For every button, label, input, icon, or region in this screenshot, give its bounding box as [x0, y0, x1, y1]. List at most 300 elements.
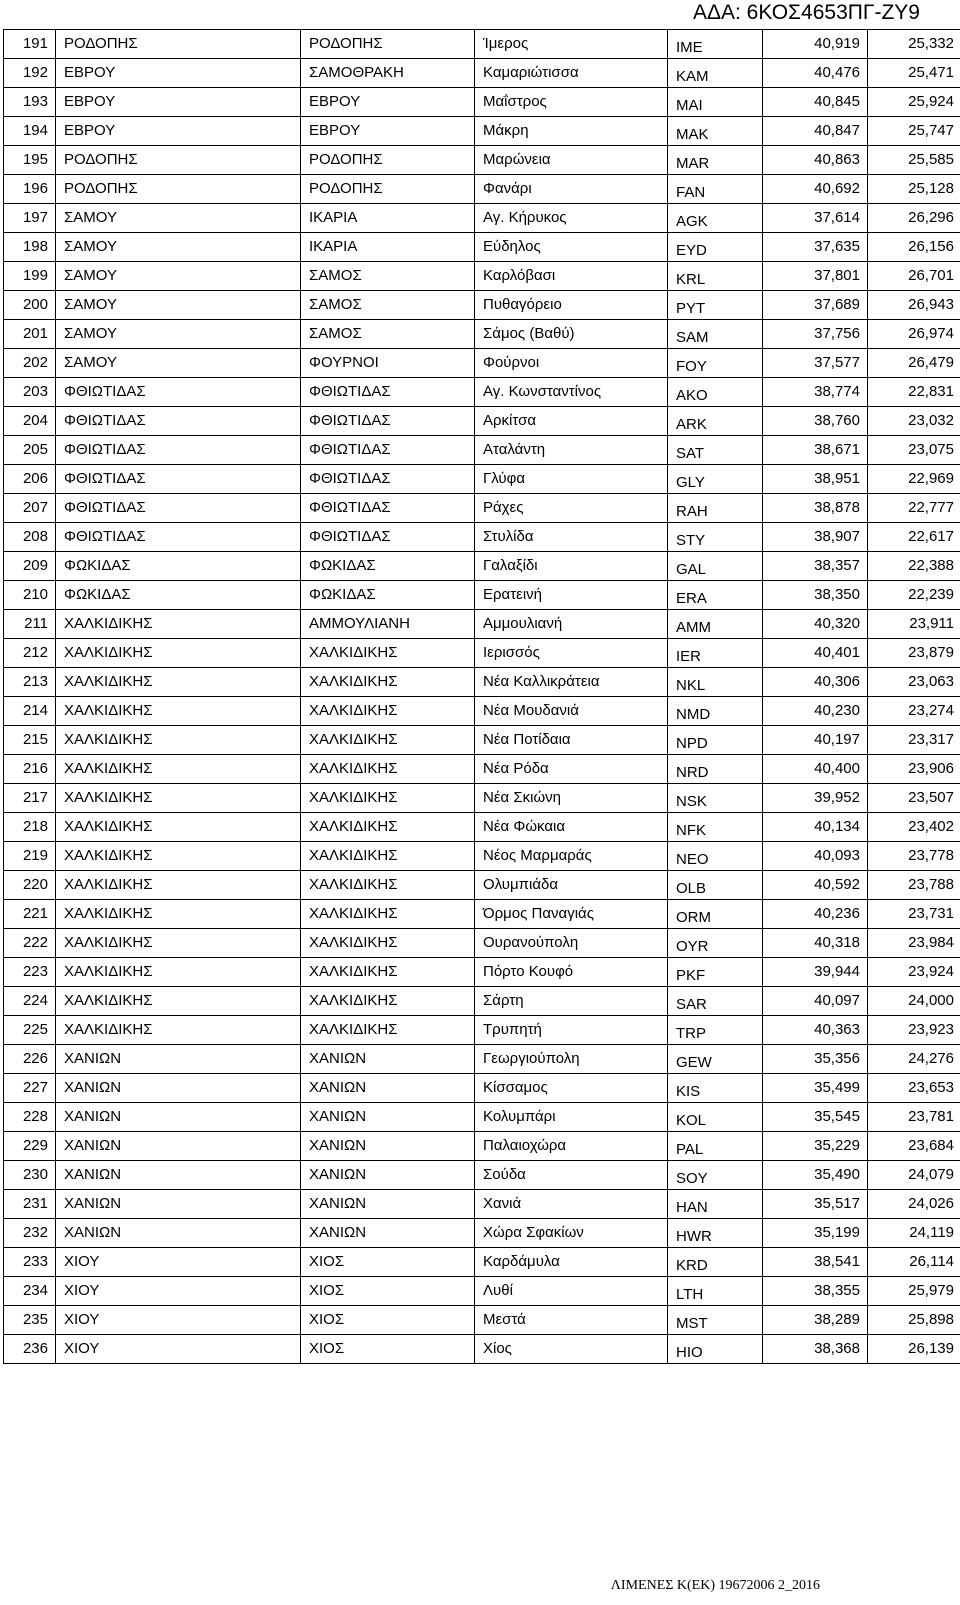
port-code-cell: HIO	[668, 1335, 763, 1364]
row-number-cell: 234	[4, 1277, 56, 1306]
latitude-cell: 39,952	[763, 784, 868, 813]
municipality-cell: ΡΟΔΟΠΗΣ	[301, 175, 475, 204]
municipality-cell: ΦΩΚΙΔΑΣ	[301, 552, 475, 581]
municipality-cell: ΧΑΛΚΙΔΙΚΗΣ	[301, 1016, 475, 1045]
prefecture-cell: ΦΘΙΩΤΙΔΑΣ	[56, 436, 301, 465]
longitude-cell: 25,332	[868, 30, 960, 59]
prefecture-cell: ΧΑΛΚΙΔΙΚΗΣ	[56, 610, 301, 639]
prefecture-cell: ΕΒΡΟΥ	[56, 117, 301, 146]
port-name-cell: Σάρτη	[475, 987, 668, 1016]
prefecture-cell: ΧΑΛΚΙΔΙΚΗΣ	[56, 784, 301, 813]
prefecture-cell: ΧΑΛΚΙΔΙΚΗΣ	[56, 668, 301, 697]
port-code-cell: SAR	[668, 987, 763, 1016]
latitude-cell: 40,320	[763, 610, 868, 639]
port-name-cell: Ιερισσός	[475, 639, 668, 668]
municipality-cell: ΕΒΡΟΥ	[301, 88, 475, 117]
row-number-cell: 229	[4, 1132, 56, 1161]
municipality-cell: ΕΒΡΟΥ	[301, 117, 475, 146]
municipality-cell: ΡΟΔΟΠΗΣ	[301, 30, 475, 59]
municipality-cell: ΣΑΜΟΘΡΑΚΗ	[301, 59, 475, 88]
table-row	[4, 900, 960, 929]
prefecture-cell: ΡΟΔΟΠΗΣ	[56, 146, 301, 175]
port-name-cell: Ράχες	[475, 494, 668, 523]
port-name-cell: Πυθαγόρειο	[475, 291, 668, 320]
port-code-cell: PKF	[668, 958, 763, 987]
longitude-cell: 25,747	[868, 117, 960, 146]
latitude-cell: 38,774	[763, 378, 868, 407]
row-number-cell: 203	[4, 378, 56, 407]
prefecture-cell: ΣΑΜΟΥ	[56, 233, 301, 262]
longitude-cell: 23,788	[868, 871, 960, 900]
longitude-cell: 25,471	[868, 59, 960, 88]
municipality-cell: ΑΜΜΟΥΛΙΑΝΗ	[301, 610, 475, 639]
table-row	[4, 1277, 960, 1306]
longitude-cell: 23,781	[868, 1103, 960, 1132]
prefecture-cell: ΣΑΜΟΥ	[56, 320, 301, 349]
longitude-cell: 23,402	[868, 813, 960, 842]
municipality-cell: ΦΘΙΩΤΙΔΑΣ	[301, 465, 475, 494]
port-name-cell: Μάκρη	[475, 117, 668, 146]
municipality-cell: ΧΑΛΚΙΔΙΚΗΣ	[301, 697, 475, 726]
port-name-cell: Αμμουλιανή	[475, 610, 668, 639]
longitude-cell: 26,479	[868, 349, 960, 378]
port-code-cell: SOY	[668, 1161, 763, 1190]
prefecture-cell: ΦΘΙΩΤΙΔΑΣ	[56, 494, 301, 523]
prefecture-cell: ΧΑΛΚΙΔΙΚΗΣ	[56, 871, 301, 900]
port-code-cell: PAL	[668, 1132, 763, 1161]
document-footer: ΛΙΜΕΝΕΣ Κ(ΕΚ) 19672006 2_2016	[610, 1578, 820, 1593]
prefecture-cell: ΧΑΛΚΙΔΙΚΗΣ	[56, 1016, 301, 1045]
latitude-cell: 40,401	[763, 639, 868, 668]
prefecture-cell: ΡΟΔΟΠΗΣ	[56, 175, 301, 204]
prefecture-cell: ΦΩΚΙΔΑΣ	[56, 581, 301, 610]
latitude-cell: 35,499	[763, 1074, 868, 1103]
row-number-cell: 222	[4, 929, 56, 958]
table-row	[4, 668, 960, 697]
longitude-cell: 23,032	[868, 407, 960, 436]
longitude-cell: 23,984	[868, 929, 960, 958]
row-number-cell: 204	[4, 407, 56, 436]
row-number-cell: 207	[4, 494, 56, 523]
port-name-cell: Όρμος Παναγιάς	[475, 900, 668, 929]
latitude-cell: 37,801	[763, 262, 868, 291]
port-name-cell: Καρδάμυλα	[475, 1248, 668, 1277]
port-code-cell: FOY	[668, 349, 763, 378]
port-name-cell: Νέα Ποτίδαια	[475, 726, 668, 755]
prefecture-cell: ΧΑΛΚΙΔΙΚΗΣ	[56, 726, 301, 755]
table-row	[4, 581, 960, 610]
municipality-cell: ΧΑΛΚΙΔΙΚΗΣ	[301, 784, 475, 813]
prefecture-cell: ΧΙΟΥ	[56, 1306, 301, 1335]
latitude-cell: 40,400	[763, 755, 868, 784]
row-number-cell: 215	[4, 726, 56, 755]
municipality-cell: ΧΑΛΚΙΔΙΚΗΣ	[301, 668, 475, 697]
latitude-cell: 38,671	[763, 436, 868, 465]
port-name-cell: Γεωργιούπολη	[475, 1045, 668, 1074]
port-code-cell: IME	[668, 30, 763, 59]
port-name-cell: Καρλόβασι	[475, 262, 668, 291]
table-row	[4, 784, 960, 813]
port-name-cell: Κολυμπάρι	[475, 1103, 668, 1132]
latitude-cell: 37,689	[763, 291, 868, 320]
table-row	[4, 871, 960, 900]
row-number-cell: 211	[4, 610, 56, 639]
row-number-cell: 227	[4, 1074, 56, 1103]
municipality-cell: ΦΘΙΩΤΙΔΑΣ	[301, 378, 475, 407]
port-name-cell: Αγ. Κήρυκος	[475, 204, 668, 233]
longitude-cell: 26,139	[868, 1335, 960, 1364]
port-code-cell: GEW	[668, 1045, 763, 1074]
prefecture-cell: ΧΙΟΥ	[56, 1277, 301, 1306]
prefecture-cell: ΦΘΙΩΤΙΔΑΣ	[56, 523, 301, 552]
prefecture-cell: ΧΑΛΚΙΔΙΚΗΣ	[56, 958, 301, 987]
table-row	[4, 378, 960, 407]
municipality-cell: ΧΑΝΙΩΝ	[301, 1045, 475, 1074]
port-name-cell: Αγ. Κωνσταντίνος	[475, 378, 668, 407]
latitude-cell: 40,097	[763, 987, 868, 1016]
ports-table-body	[4, 30, 960, 1364]
row-number-cell: 205	[4, 436, 56, 465]
row-number-cell: 228	[4, 1103, 56, 1132]
prefecture-cell: ΣΑΜΟΥ	[56, 262, 301, 291]
municipality-cell: ΦΘΙΩΤΙΔΑΣ	[301, 407, 475, 436]
latitude-cell: 40,592	[763, 871, 868, 900]
row-number-cell: 198	[4, 233, 56, 262]
port-name-cell: Νέα Σκιώνη	[475, 784, 668, 813]
longitude-cell: 23,063	[868, 668, 960, 697]
port-code-cell: FAN	[668, 175, 763, 204]
row-number-cell: 214	[4, 697, 56, 726]
table-row	[4, 233, 960, 262]
municipality-cell: ΧΑΛΚΙΔΙΚΗΣ	[301, 929, 475, 958]
row-number-cell: 231	[4, 1190, 56, 1219]
latitude-cell: 40,476	[763, 59, 868, 88]
table-row	[4, 1132, 960, 1161]
longitude-cell: 23,653	[868, 1074, 960, 1103]
longitude-cell: 23,507	[868, 784, 960, 813]
latitude-cell: 40,847	[763, 117, 868, 146]
municipality-cell: ΦΩΚΙΔΑΣ	[301, 581, 475, 610]
latitude-cell: 37,635	[763, 233, 868, 262]
longitude-cell: 26,114	[868, 1248, 960, 1277]
row-number-cell: 206	[4, 465, 56, 494]
longitude-cell: 23,317	[868, 726, 960, 755]
port-code-cell: KIS	[668, 1074, 763, 1103]
longitude-cell: 25,128	[868, 175, 960, 204]
latitude-cell: 40,845	[763, 88, 868, 117]
municipality-cell: ΦΘΙΩΤΙΔΑΣ	[301, 494, 475, 523]
longitude-cell: 22,831	[868, 378, 960, 407]
prefecture-cell: ΦΩΚΙΔΑΣ	[56, 552, 301, 581]
prefecture-cell: ΧΑΝΙΩΝ	[56, 1103, 301, 1132]
prefecture-cell: ΧΑΝΙΩΝ	[56, 1219, 301, 1248]
port-code-cell: NKL	[668, 668, 763, 697]
row-number-cell: 199	[4, 262, 56, 291]
prefecture-cell: ΡΟΔΟΠΗΣ	[56, 30, 301, 59]
port-code-cell: NRD	[668, 755, 763, 784]
port-code-cell: STY	[668, 523, 763, 552]
latitude-cell: 35,490	[763, 1161, 868, 1190]
port-code-cell: AKO	[668, 378, 763, 407]
latitude-cell: 38,355	[763, 1277, 868, 1306]
table-row	[4, 1161, 960, 1190]
municipality-cell: ΧΑΛΚΙΔΙΚΗΣ	[301, 958, 475, 987]
municipality-cell: ΡΟΔΟΠΗΣ	[301, 146, 475, 175]
row-number-cell: 197	[4, 204, 56, 233]
table-row	[4, 1045, 960, 1074]
latitude-cell: 38,878	[763, 494, 868, 523]
table-row	[4, 1074, 960, 1103]
port-code-cell: NFK	[668, 813, 763, 842]
port-code-cell: NSK	[668, 784, 763, 813]
port-name-cell: Ολυμπιάδα	[475, 871, 668, 900]
port-name-cell: Αρκίτσα	[475, 407, 668, 436]
municipality-cell: ΦΟΥΡΝΟΙ	[301, 349, 475, 378]
port-code-cell: SAM	[668, 320, 763, 349]
longitude-cell: 23,274	[868, 697, 960, 726]
latitude-cell: 38,907	[763, 523, 868, 552]
municipality-cell: ΧΑΝΙΩΝ	[301, 1132, 475, 1161]
table-row	[4, 987, 960, 1016]
municipality-cell: ΧΙΟΣ	[301, 1306, 475, 1335]
prefecture-cell: ΧΑΛΚΙΔΙΚΗΣ	[56, 639, 301, 668]
port-code-cell: EYD	[668, 233, 763, 262]
row-number-cell: 191	[4, 30, 56, 59]
municipality-cell: ΧΑΝΙΩΝ	[301, 1103, 475, 1132]
port-name-cell: Χανιά	[475, 1190, 668, 1219]
table-row	[4, 1016, 960, 1045]
prefecture-cell: ΧΑΛΚΙΔΙΚΗΣ	[56, 755, 301, 784]
table-row	[4, 1306, 960, 1335]
prefecture-cell: ΧΑΝΙΩΝ	[56, 1132, 301, 1161]
table-row	[4, 697, 960, 726]
port-name-cell: Τρυπητή	[475, 1016, 668, 1045]
municipality-cell: ΧΑΛΚΙΔΙΚΗΣ	[301, 639, 475, 668]
port-name-cell: Φανάρι	[475, 175, 668, 204]
row-number-cell: 221	[4, 900, 56, 929]
table-row	[4, 842, 960, 871]
longitude-cell: 25,979	[868, 1277, 960, 1306]
latitude-cell: 40,363	[763, 1016, 868, 1045]
row-number-cell: 192	[4, 59, 56, 88]
port-name-cell: Νέα Ρόδα	[475, 755, 668, 784]
municipality-cell: ΦΘΙΩΤΙΔΑΣ	[301, 436, 475, 465]
port-name-cell: Στυλίδα	[475, 523, 668, 552]
municipality-cell: ΣΑΜΟΣ	[301, 262, 475, 291]
table-row	[4, 958, 960, 987]
prefecture-cell: ΦΘΙΩΤΙΔΑΣ	[56, 407, 301, 436]
table-row	[4, 1219, 960, 1248]
port-code-cell: OYR	[668, 929, 763, 958]
port-code-cell: KRD	[668, 1248, 763, 1277]
row-number-cell: 210	[4, 581, 56, 610]
longitude-cell: 26,974	[868, 320, 960, 349]
longitude-cell: 26,296	[868, 204, 960, 233]
municipality-cell: ΧΑΛΚΙΔΙΚΗΣ	[301, 813, 475, 842]
port-code-cell: HAN	[668, 1190, 763, 1219]
latitude-cell: 38,368	[763, 1335, 868, 1364]
prefecture-cell: ΧΑΛΚΙΔΙΚΗΣ	[56, 900, 301, 929]
longitude-cell: 24,000	[868, 987, 960, 1016]
row-number-cell: 195	[4, 146, 56, 175]
table-row	[4, 1190, 960, 1219]
port-name-cell: Πόρτο Κουφό	[475, 958, 668, 987]
table-row	[4, 204, 960, 233]
row-number-cell: 201	[4, 320, 56, 349]
port-code-cell: NMD	[668, 697, 763, 726]
document-ada-header: ΑΔΑ: 6ΚΟΣ4653ΠΓ-ΖΥ9	[692, 1, 920, 24]
port-name-cell: Μεστά	[475, 1306, 668, 1335]
row-number-cell: 219	[4, 842, 56, 871]
prefecture-cell: ΦΘΙΩΤΙΔΑΣ	[56, 465, 301, 494]
municipality-cell: ΧΙΟΣ	[301, 1277, 475, 1306]
table-row	[4, 117, 960, 146]
row-number-cell: 236	[4, 1335, 56, 1364]
prefecture-cell: ΧΑΛΚΙΔΙΚΗΣ	[56, 929, 301, 958]
longitude-cell: 25,924	[868, 88, 960, 117]
table-row	[4, 813, 960, 842]
port-code-cell: LTH	[668, 1277, 763, 1306]
latitude-cell: 40,197	[763, 726, 868, 755]
port-name-cell: Γαλαξίδι	[475, 552, 668, 581]
port-code-cell: KOL	[668, 1103, 763, 1132]
port-code-cell: NEO	[668, 842, 763, 871]
row-number-cell: 212	[4, 639, 56, 668]
latitude-cell: 37,756	[763, 320, 868, 349]
row-number-cell: 226	[4, 1045, 56, 1074]
table-row	[4, 755, 960, 784]
prefecture-cell: ΧΑΝΙΩΝ	[56, 1074, 301, 1103]
latitude-cell: 38,350	[763, 581, 868, 610]
municipality-cell: ΣΑΜΟΣ	[301, 291, 475, 320]
latitude-cell: 38,951	[763, 465, 868, 494]
table-row	[4, 146, 960, 175]
latitude-cell: 38,760	[763, 407, 868, 436]
latitude-cell: 40,230	[763, 697, 868, 726]
municipality-cell: ΧΙΟΣ	[301, 1335, 475, 1364]
port-code-cell: OLB	[668, 871, 763, 900]
table-row	[4, 407, 960, 436]
table-row	[4, 1103, 960, 1132]
row-number-cell: 200	[4, 291, 56, 320]
port-name-cell: Χώρα Σφακίων	[475, 1219, 668, 1248]
row-number-cell: 196	[4, 175, 56, 204]
longitude-cell: 23,924	[868, 958, 960, 987]
longitude-cell: 22,388	[868, 552, 960, 581]
port-name-cell: Σούδα	[475, 1161, 668, 1190]
latitude-cell: 40,093	[763, 842, 868, 871]
table-row	[4, 639, 960, 668]
longitude-cell: 23,911	[868, 610, 960, 639]
longitude-cell: 23,731	[868, 900, 960, 929]
longitude-cell: 23,778	[868, 842, 960, 871]
port-code-cell: AMM	[668, 610, 763, 639]
latitude-cell: 40,236	[763, 900, 868, 929]
municipality-cell: ΧΑΛΚΙΔΙΚΗΣ	[301, 987, 475, 1016]
prefecture-cell: ΣΑΜΟΥ	[56, 349, 301, 378]
row-number-cell: 202	[4, 349, 56, 378]
row-number-cell: 220	[4, 871, 56, 900]
port-name-cell: Ίμερος	[475, 30, 668, 59]
municipality-cell: ΧΑΛΚΙΔΙΚΗΣ	[301, 726, 475, 755]
latitude-cell: 37,614	[763, 204, 868, 233]
prefecture-cell: ΕΒΡΟΥ	[56, 88, 301, 117]
municipality-cell: ΧΑΝΙΩΝ	[301, 1219, 475, 1248]
port-code-cell: PYT	[668, 291, 763, 320]
port-name-cell: Χίος	[475, 1335, 668, 1364]
prefecture-cell: ΧΙΟΥ	[56, 1335, 301, 1364]
port-code-cell: RAH	[668, 494, 763, 523]
table-row	[4, 494, 960, 523]
longitude-cell: 23,879	[868, 639, 960, 668]
latitude-cell: 35,545	[763, 1103, 868, 1132]
latitude-cell: 38,289	[763, 1306, 868, 1335]
port-name-cell: Κίσσαμος	[475, 1074, 668, 1103]
row-number-cell: 224	[4, 987, 56, 1016]
port-name-cell: Παλαιοχώρα	[475, 1132, 668, 1161]
table-row	[4, 465, 960, 494]
row-number-cell: 193	[4, 88, 56, 117]
row-number-cell: 194	[4, 117, 56, 146]
prefecture-cell: ΣΑΜΟΥ	[56, 204, 301, 233]
row-number-cell: 223	[4, 958, 56, 987]
longitude-cell: 23,923	[868, 1016, 960, 1045]
table-row	[4, 1335, 960, 1364]
table-row	[4, 320, 960, 349]
longitude-cell: 25,585	[868, 146, 960, 175]
municipality-cell: ΧΙΟΣ	[301, 1248, 475, 1277]
port-name-cell: Αταλάντη	[475, 436, 668, 465]
municipality-cell: ΧΑΛΚΙΔΙΚΗΣ	[301, 842, 475, 871]
port-name-cell: Νέα Φώκαια	[475, 813, 668, 842]
prefecture-cell: ΧΑΛΚΙΔΙΚΗΣ	[56, 987, 301, 1016]
latitude-cell: 35,229	[763, 1132, 868, 1161]
port-name-cell: Εύδηλος	[475, 233, 668, 262]
row-number-cell: 216	[4, 755, 56, 784]
table-row	[4, 30, 960, 59]
port-code-cell: HWR	[668, 1219, 763, 1248]
row-number-cell: 230	[4, 1161, 56, 1190]
latitude-cell: 39,944	[763, 958, 868, 987]
latitude-cell: 40,863	[763, 146, 868, 175]
latitude-cell: 37,577	[763, 349, 868, 378]
prefecture-cell: ΧΙΟΥ	[56, 1248, 301, 1277]
port-code-cell: NPD	[668, 726, 763, 755]
longitude-cell: 24,119	[868, 1219, 960, 1248]
row-number-cell: 218	[4, 813, 56, 842]
latitude-cell: 40,318	[763, 929, 868, 958]
port-code-cell: KRL	[668, 262, 763, 291]
longitude-cell: 22,617	[868, 523, 960, 552]
port-code-cell: MAK	[668, 117, 763, 146]
prefecture-cell: ΧΑΝΙΩΝ	[56, 1045, 301, 1074]
port-name-cell: Φούρνοι	[475, 349, 668, 378]
port-name-cell: Μαρώνεια	[475, 146, 668, 175]
port-code-cell: MAI	[668, 88, 763, 117]
table-row	[4, 1248, 960, 1277]
table-row	[4, 59, 960, 88]
longitude-cell: 26,156	[868, 233, 960, 262]
longitude-cell: 24,026	[868, 1190, 960, 1219]
municipality-cell: ΦΘΙΩΤΙΔΑΣ	[301, 523, 475, 552]
port-code-cell: GAL	[668, 552, 763, 581]
municipality-cell: ΧΑΝΙΩΝ	[301, 1190, 475, 1219]
port-name-cell: Ουρανούπολη	[475, 929, 668, 958]
latitude-cell: 35,199	[763, 1219, 868, 1248]
port-name-cell: Νέα Μουδανιά	[475, 697, 668, 726]
port-code-cell: ORM	[668, 900, 763, 929]
row-number-cell: 209	[4, 552, 56, 581]
